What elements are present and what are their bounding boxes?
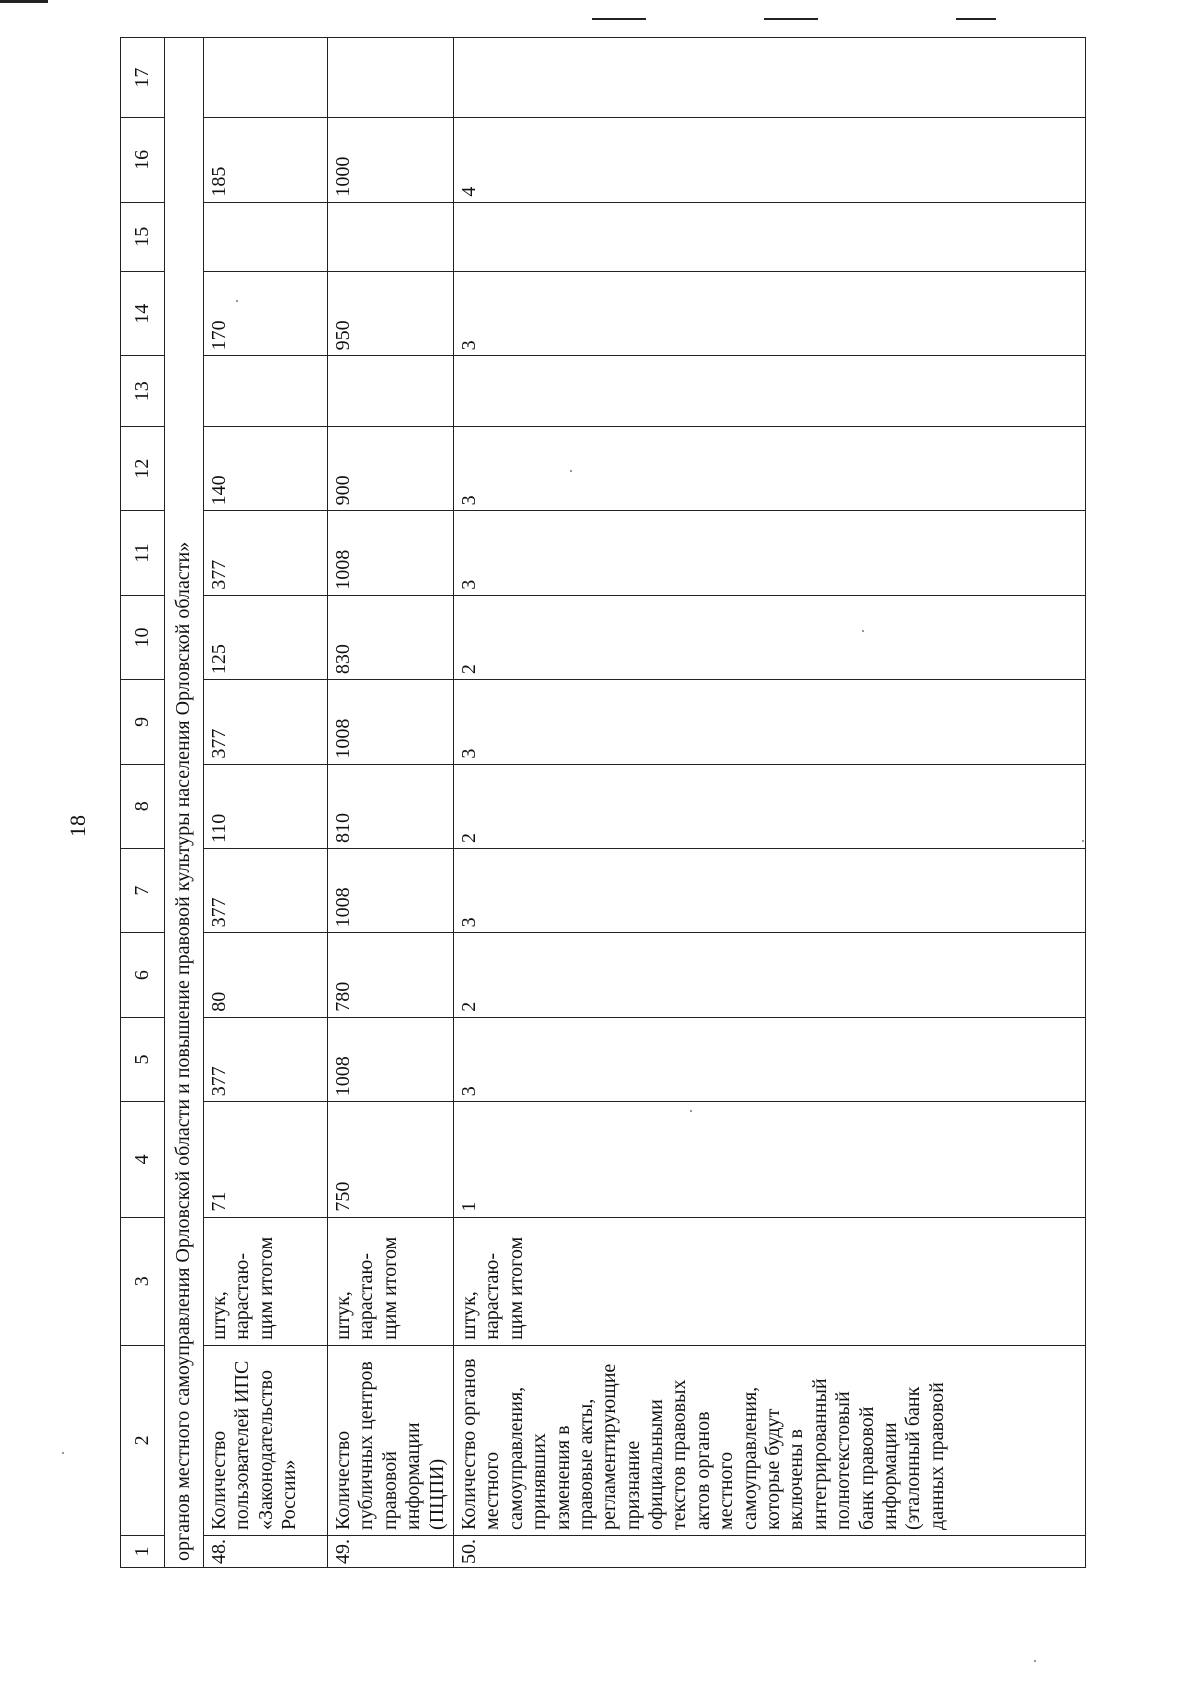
- column-number: 14: [121, 272, 165, 356]
- value-cell: 2: [453, 595, 1085, 679]
- column-number: 15: [121, 202, 165, 271]
- value-cell: 3: [453, 426, 1085, 510]
- value-cell: [453, 38, 1085, 118]
- value-cell: 71: [204, 1102, 328, 1217]
- value-cell: [328, 202, 454, 271]
- column-number: 7: [121, 848, 165, 932]
- row-number: 50.: [453, 1535, 1085, 1567]
- value-cell: 377: [204, 511, 328, 595]
- value-cell: 125: [204, 595, 328, 679]
- page-number: 18: [65, 815, 90, 837]
- value-cell: 2: [453, 933, 1085, 1017]
- indicator-name: Количество публичных центров правовой информации (ПЦПИ): [328, 1345, 454, 1535]
- column-number: 6: [121, 933, 165, 1017]
- value-cell: 1008: [328, 848, 454, 932]
- value-cell: 110: [204, 764, 328, 848]
- value-cell: 1008: [328, 1017, 454, 1101]
- section-title: органов местного самоуправления Орловской области и повышение правовой культуры населения Орловской области»: [165, 38, 204, 1568]
- value-cell: [328, 38, 454, 118]
- column-number: 4: [121, 1102, 165, 1217]
- scan-speck: [570, 470, 572, 472]
- scan-speck: [236, 300, 238, 302]
- unit-cell: штук, нарастаю-щим итогом: [328, 1217, 454, 1345]
- value-cell: [204, 356, 328, 427]
- column-number: 10: [121, 595, 165, 679]
- scan-edge-mark: [956, 18, 996, 20]
- scan-edge-mark: [0, 0, 48, 3]
- value-cell: [204, 38, 328, 118]
- column-number: 11: [121, 511, 165, 595]
- column-number: 9: [121, 680, 165, 764]
- table-row: [453, 38, 1085, 1568]
- column-number: 8: [121, 764, 165, 848]
- scan-speck: [1082, 840, 1084, 842]
- value-cell: 3: [453, 1017, 1085, 1101]
- value-cell: 170: [204, 272, 328, 356]
- scan-speck: [690, 1110, 692, 1112]
- value-cell: [328, 356, 454, 427]
- column-number: 3: [121, 1217, 165, 1345]
- column-number: 12: [121, 426, 165, 510]
- value-cell: [453, 202, 1085, 271]
- value-cell: 377: [204, 680, 328, 764]
- indicator-name: Количество органов местного самоуправления, принявших изменения в правовые акты, регламентирующие признание официальными текстов правовых актов органов местного самоуправления, которые будут включены в интегрированный полнотекстовый банк правовой информации (эталонный банк данных правовой: [453, 1345, 1085, 1535]
- indicator-name: Количество пользователей ИПС «Законодательство России»: [204, 1345, 328, 1535]
- table-row: [204, 38, 328, 1568]
- rotated-table-container: [120, 37, 1086, 1568]
- table-row: [328, 38, 454, 1568]
- value-cell: 80: [204, 933, 328, 1017]
- column-number: 17: [121, 38, 165, 118]
- value-cell: 140: [204, 426, 328, 510]
- unit-cell: штук, нарастаю-щим итогом: [453, 1217, 1085, 1345]
- value-cell: 2: [453, 764, 1085, 848]
- scan-speck: [1034, 1660, 1036, 1662]
- value-cell: [204, 202, 328, 271]
- value-cell: 1008: [328, 680, 454, 764]
- value-cell: 4: [453, 118, 1085, 202]
- value-cell: 750: [328, 1102, 454, 1217]
- value-cell: 900: [328, 426, 454, 510]
- value-cell: [453, 356, 1085, 427]
- value-cell: 780: [328, 933, 454, 1017]
- scan-edge-mark: [764, 18, 818, 20]
- value-cell: 810: [328, 764, 454, 848]
- value-cell: 1000: [328, 118, 454, 202]
- scan-speck: [62, 1452, 64, 1454]
- scan-edge-mark: [592, 18, 646, 20]
- section-title-row: [165, 38, 204, 1568]
- value-cell: 377: [204, 1017, 328, 1101]
- unit-cell: штук, нарастаю-щим итогом: [204, 1217, 328, 1345]
- value-cell: 185: [204, 118, 328, 202]
- value-cell: 3: [453, 680, 1085, 764]
- value-cell: 3: [453, 272, 1085, 356]
- value-cell: 3: [453, 511, 1085, 595]
- value-cell: 1: [453, 1102, 1085, 1217]
- scan-speck: [862, 630, 864, 632]
- column-number: 2: [121, 1345, 165, 1535]
- value-cell: 1008: [328, 511, 454, 595]
- row-number: 48.: [204, 1535, 328, 1567]
- value-cell: 3: [453, 848, 1085, 932]
- row-number: 49.: [328, 1535, 454, 1567]
- value-cell: 950: [328, 272, 454, 356]
- indicators-table: [120, 37, 1086, 1568]
- column-number: 1: [121, 1535, 165, 1567]
- value-cell: 377: [204, 848, 328, 932]
- value-cell: 830: [328, 595, 454, 679]
- column-number: 16: [121, 118, 165, 202]
- column-number: 5: [121, 1017, 165, 1101]
- column-number-row: [121, 38, 165, 1568]
- column-number: 13: [121, 356, 165, 427]
